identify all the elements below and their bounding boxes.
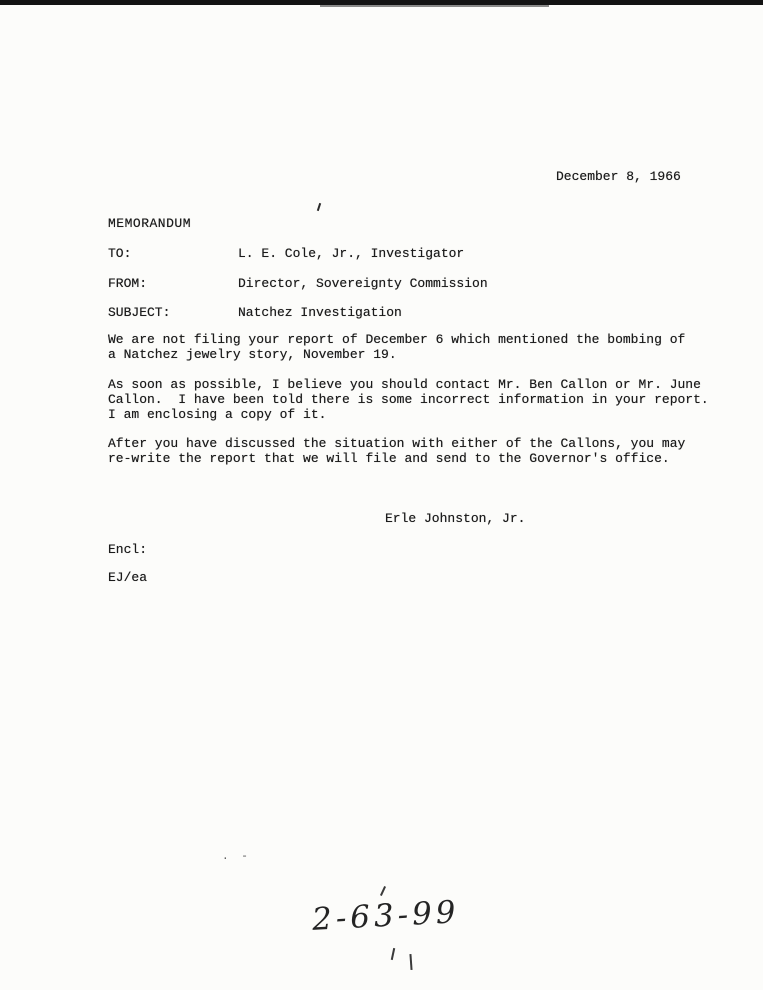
paragraph-3-line-2: re-write the report that we will file and send to the Governor's office. [108, 451, 670, 466]
paragraph-2-line-2: Callon. I have been told there is some incorrect information in your report. [108, 392, 709, 407]
field-label-to: TO: [108, 246, 132, 261]
handwritten-file-number: 2-63-99 [311, 894, 461, 938]
memo-title: MEMORANDUM [108, 216, 192, 231]
field-value-from: Director, Sovereignty Commission [238, 276, 488, 291]
paragraph-3 [108, 436, 685, 466]
paragraph-1 [108, 332, 685, 362]
field-label-subject: SUBJECT: [108, 305, 171, 320]
pencil-marks: . - [222, 851, 251, 863]
paragraph-3-line-1: After you have discussed the situation with either of the Callons, you may [108, 436, 686, 451]
scan-noise-mark-1 [391, 948, 395, 960]
enclosure-label: Encl: [108, 542, 148, 557]
field-label-from: FROM: [108, 276, 148, 291]
date-line: December 8, 1966 [556, 169, 681, 184]
field-value-to: L. E. Cole, Jr., Investigator [238, 246, 465, 261]
paragraph-2 [108, 377, 709, 422]
stray-pen-mark [317, 203, 321, 211]
signature-name: Erle Johnston, Jr. [385, 511, 526, 526]
handwritten-accent-mark [380, 886, 386, 896]
paragraph-2-line-1: As soon as possible, I believe you should contact Mr. Ben Callon or Mr. June [108, 377, 701, 392]
field-value-subject: Natchez Investigation [238, 305, 402, 320]
paragraph-1-line-2: a Natchez jewelry story, November 19. [108, 347, 397, 362]
paragraph-2-line-3: I am enclosing a copy of it. [108, 407, 327, 422]
paragraph-1-line-1: We are not filing your report of December 6 which mentioned the bombing of [108, 332, 686, 347]
typist-initials: EJ/ea [108, 570, 148, 585]
scan-noise-mark-2 [409, 954, 412, 970]
scan-top-edge [0, 0, 763, 5]
